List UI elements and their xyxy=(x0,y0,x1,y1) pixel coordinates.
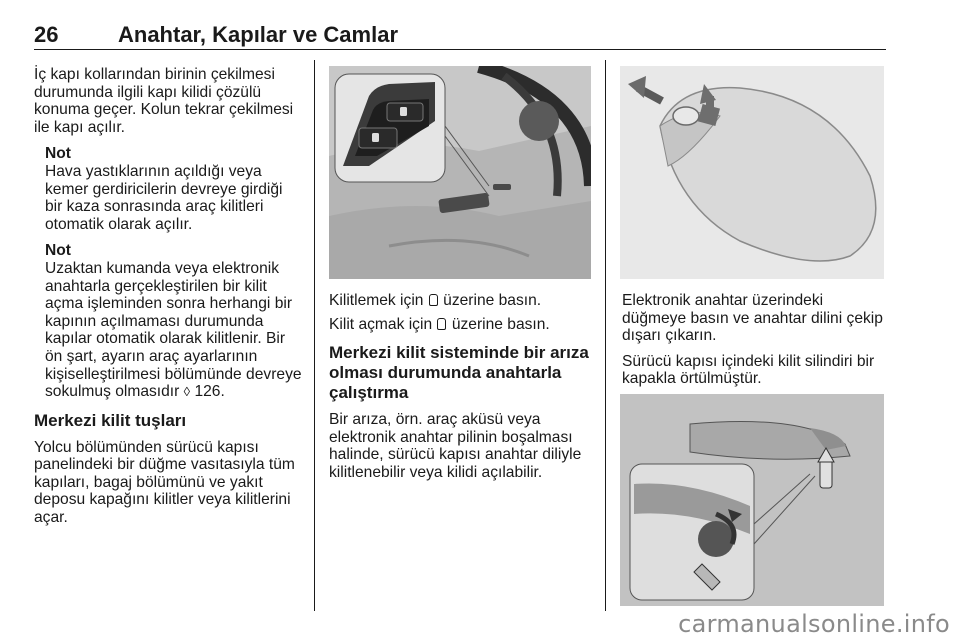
key-instruction: Elektronik anahtar üzerindeki düğmeye basın ve anahtar dilini çekip dışarı çıkarın. xyxy=(622,292,883,345)
page-ref-link[interactable]: 126. xyxy=(194,383,225,401)
section-heading: Merkezi kilit tuşları xyxy=(34,410,187,430)
page-header xyxy=(34,22,886,48)
column-divider xyxy=(314,60,315,611)
column-1 xyxy=(34,66,304,527)
note-text: Uzaktan kumanda veya elektronik anahtarla gerçekleştirilen bir kilit açma işleminden sonra herhangi bir kapının açılmaması durumunda kapılar otomatik olarak kilitlenir. Bir ön şart, ayarın araç ayarlarının kişiselleştirilmesi bölümünde devreye sokulmuş olmasıdır ◊ 126. xyxy=(45,259,302,401)
section-paragraph: Yolcu bölümünden sürücü kapısı panelindeki bir düğme vasıtasıyla tüm kapıları, bagaj bölümünü ve yakıt deposu kapağını kilitler veya kilitlerini açar. xyxy=(34,438,295,527)
column-2 xyxy=(329,292,595,482)
note-2 xyxy=(45,242,304,400)
note-label: Not xyxy=(45,145,71,163)
lock-open-icon xyxy=(437,318,446,330)
unlock-instruction: Kilit açmak için üzerine basın. xyxy=(329,315,550,333)
cylinder-note: Sürücü kapısı içindeki kilit silindiri bir kapakla örtülmüştür. xyxy=(622,352,875,388)
note-label: Not xyxy=(45,242,71,260)
page-number: 26 xyxy=(34,22,59,47)
column-3 xyxy=(622,292,888,388)
intro-paragraph: İç kapı kollarından birinin çekilmesi durumunda ilgili kapı kilidi çözülü konuma geçer. Kolun tekrar çekilmesi ile kapı açılır. xyxy=(34,66,294,136)
lock-instruction: Kilitlemek için üzerine basın. xyxy=(329,292,542,309)
page-ref-arrow-icon: ◊ xyxy=(183,384,191,400)
lock-closed-icon xyxy=(429,294,438,306)
section-paragraph: Bir arıza, örn. araç aküsü veya elektronik anahtar pilinin boşalması halinde, sürücü kapısı anahtar diliyle kilitlenebilir veya kilidi açılabilir. xyxy=(329,411,582,481)
electronic-key-figure xyxy=(620,66,884,279)
section-heading: Merkezi kilit sisteminde bir arıza olması durumunda anahtarla çalıştırma xyxy=(329,343,589,403)
header-rule xyxy=(34,49,886,50)
note-text: Hava yastıklarının açıldığı veya kemer gerdiricilerin devreye girdiği bir kaza sonrasında araç kilitleri otomatik olarak açılır. xyxy=(45,162,283,233)
door-lock-buttons-figure xyxy=(329,66,591,279)
chapter-title: Anahtar, Kapılar ve Camlar xyxy=(118,22,399,47)
column-divider xyxy=(605,60,606,611)
watermark: carmanualsonline.info xyxy=(678,610,950,638)
note-1 xyxy=(45,145,304,233)
door-handle-figure xyxy=(620,394,884,606)
